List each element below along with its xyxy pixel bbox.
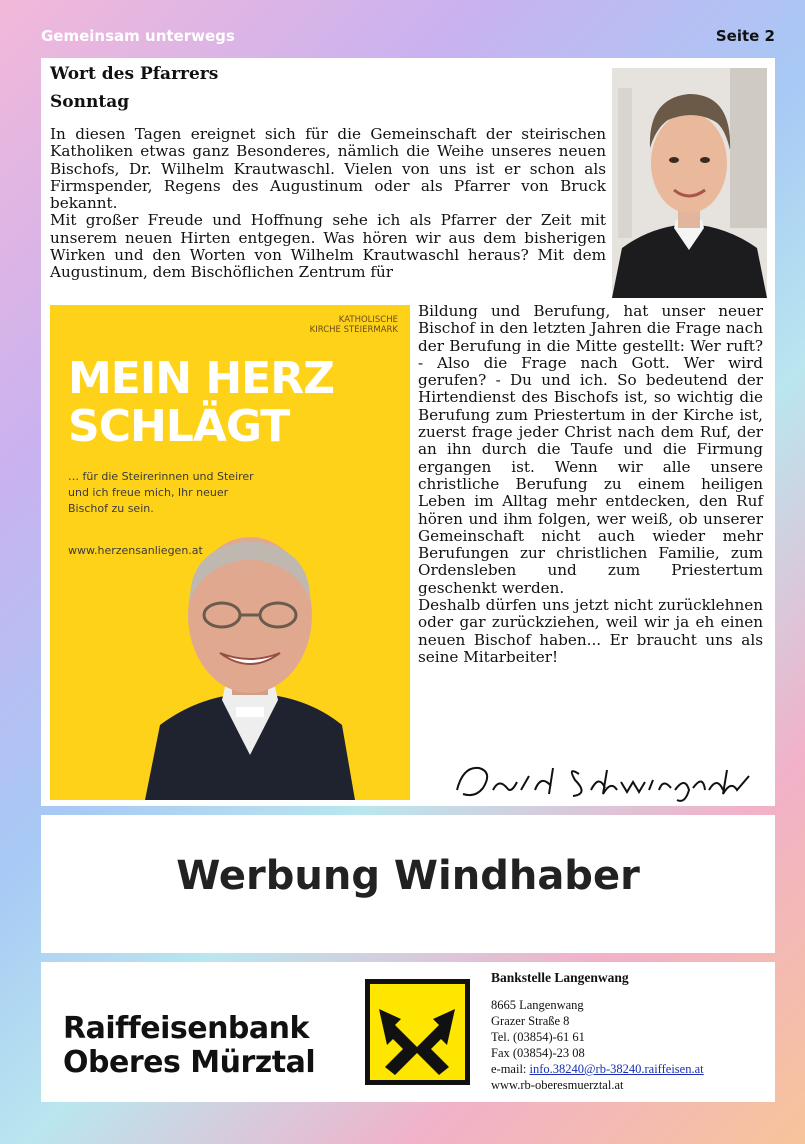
bank-phone: Tel. (03854)-61 61 [491, 1030, 585, 1044]
poster-url: www.herzensanliegen.at [68, 544, 203, 557]
article-paragraph: Mit großer Freude und Hoffnung sehe ich als Pfarrer der Zeit mit unserem neuen Hirten entgegen. Was hören wir aus dem bisherigen Wirken und den Worten von Wilhelm Krautwaschl heraus? Mit dem Augustinum, dem Bischöflichen Zentrum für [50, 211, 606, 282]
article-text-right [418, 303, 763, 666]
article-paragraph: In diesen Tagen ereignet sich für die Gemeinschaft der steirischen Katholiken etwas ganz Besonderes, nämlich die Weihe unseres neuen Bischofs, Dr. Wilhelm Krautwaschl. Vielen von uns ist er schon als Firmspender, Regens des Augustinum oder als Pfarrer von Bruck bekannt. [50, 125, 606, 213]
bank-fax: Fax (03854)-23 08 [491, 1046, 585, 1060]
page-number: Seite 2 [715, 27, 775, 45]
poster-title: MEIN HERZ SCHLÄGT [68, 353, 335, 452]
article-card [41, 58, 775, 806]
ad-placeholder [41, 815, 775, 953]
pastor-photo [612, 68, 767, 298]
bank-email-line: e-mail: info.38240@rb-38240.raiffeisen.at [491, 1062, 704, 1076]
signature [449, 760, 764, 804]
bishop-poster [50, 305, 410, 800]
bank-ad [41, 962, 775, 1102]
article-text-top [50, 126, 606, 282]
article-paragraph: Deshalb dürfen uns jetzt nicht zurücklehnen oder gar zurückziehen, weil wir ja eh einen neuen Bischof haben... Er braucht uns als seine Mitarbeiter! [418, 596, 763, 666]
article-kicker: Wort des Pfarrers [50, 64, 219, 84]
poster-organization: KATHOLISCHE KIRCHE STEIERMARK [309, 315, 398, 335]
raiffeisen-logo-icon [365, 979, 470, 1085]
page-header-title: Gemeinsam unterwegs [41, 27, 235, 45]
poster-subtitle: … für die Steirerinnen und Steirer und ich freue mich, Ihr neuer Bischof zu sein. [68, 470, 254, 515]
bank-name: Raiffeisenbank Oberes Mürztal [63, 1011, 316, 1080]
bank-address: 8665 Langenwang [491, 998, 584, 1012]
ad-text: Werbung Windhaber [176, 853, 640, 899]
bank-street: Grazer Straße 8 [491, 1014, 570, 1028]
article-day: Sonntag [50, 92, 130, 112]
bank-website: www.rb-oberesmuerztal.at [491, 1078, 624, 1092]
bank-contact [491, 970, 704, 1093]
article-paragraph: Bildung und Berufung, hat unser neuer Bischof in den letzten Jahren die Frage nach der Berufung in die Mitte gestellt: Wer ruft? - Also die Frage nach Gott. Wer wird gerufen? - Du und ich. So bedeutend der Hirtendienst des Bischofs ist, so wichtig die Berufung zum Priestertum in der Kirche ist, zuerst frage jeder Christ nach dem Ruf, der an ihn durch die Taufe und die Firmung ergangen ist. Wenn wir alle unsere christliche Berufung zu einem heiligen Leben im Alltag mehr entdecken, den Ruf hören und ihm folgen, wer weiß, ob unserer Gemeinschaft nicht auch wieder mehr Berufungen zur christlichen Familie, zum Ordensleben und zum Priestertum geschenkt werden. [418, 302, 763, 597]
bishop-photo [50, 495, 410, 800]
bank-branch: Bankstelle Langenwang [491, 970, 629, 985]
bank-email-link[interactable]: info.38240@rb-38240.raiffeisen.at [529, 1062, 704, 1076]
